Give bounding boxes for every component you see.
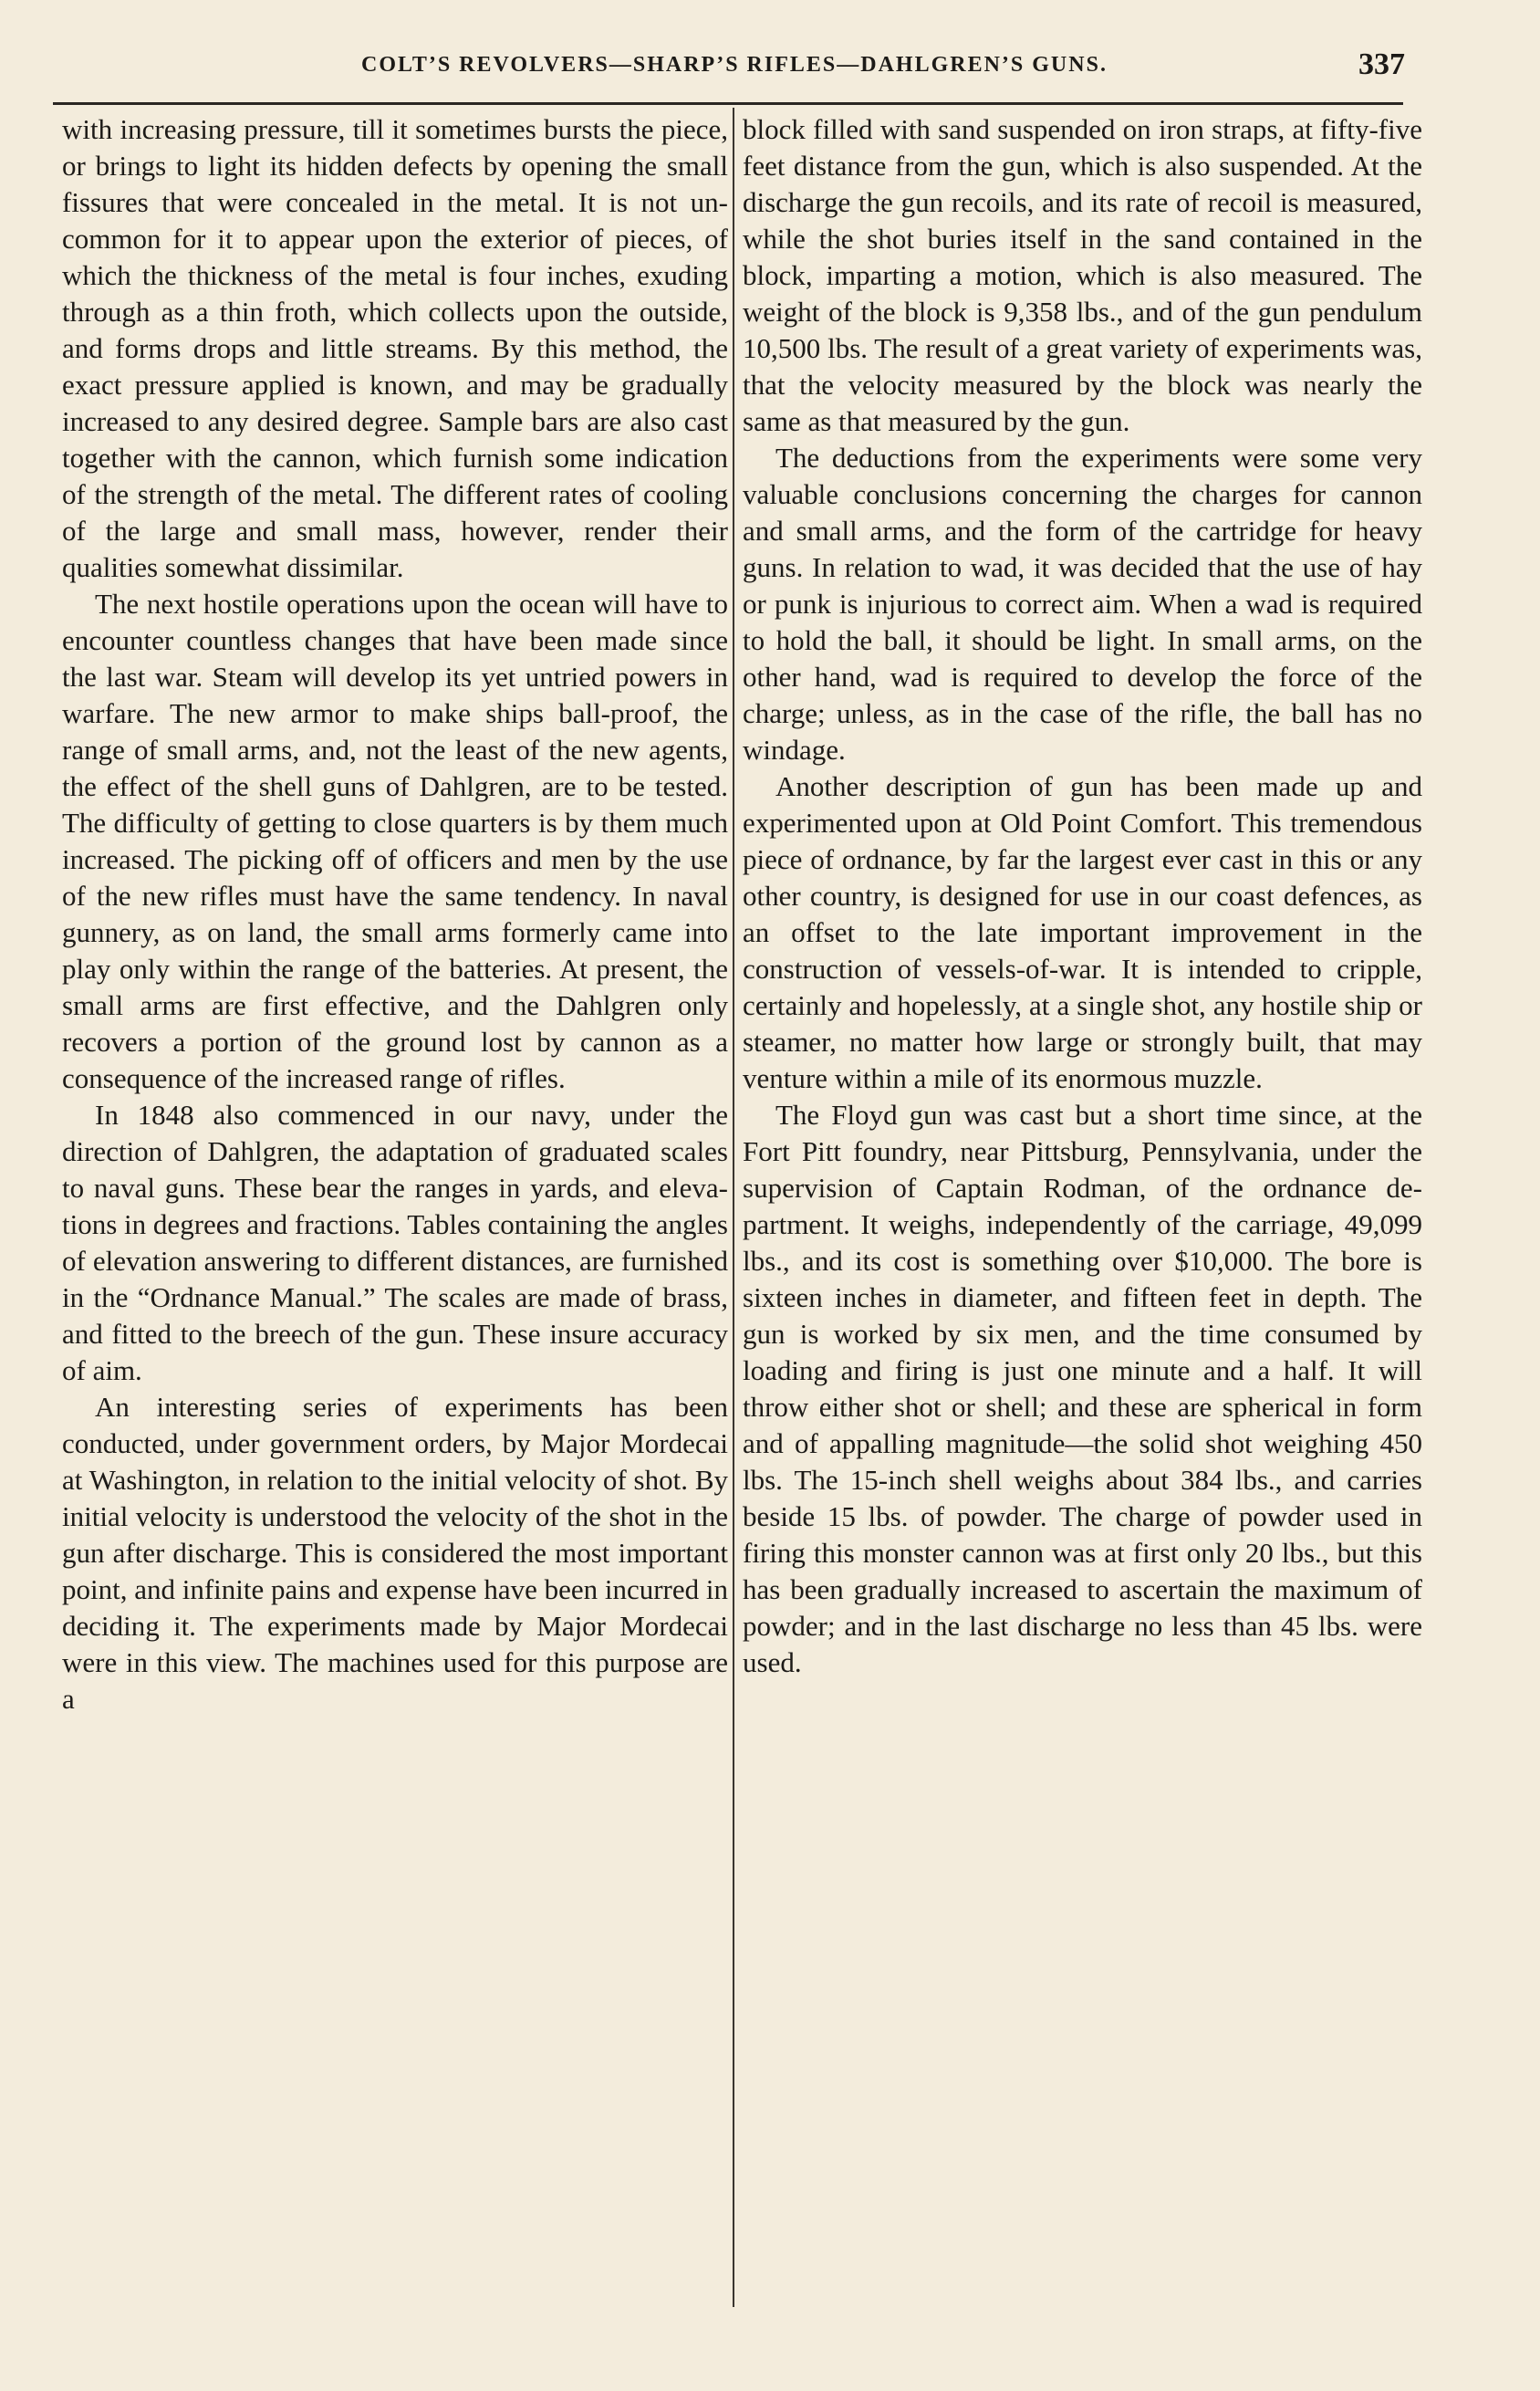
running-title: COLT’S REVOLVERS—SHARP’S RIFLES—DAHLGREN’S GUNS. [361,53,1108,77]
paragraph: In 1848 also commenced in our navy, under the direction of Dahlgren, the adaptation of graduated scales to naval guns. These bear the ranges in yards, and elevations in degrees and fractions. Tables containing the angles of elevation answering to different distances, are furnished in the “Ordnance Manual.” The scales are made of brass, and fitted to the breech of the gun. These insure accuracy of aim. [62,1099,728,1386]
paragraph: The next hostile operations upon the ocean will have to encounter countless changes that have been made since the last war. Steam will develop its yet untried powers in warfare. The new armor to make ships ball-proof, the range of small arms, and, not the least of the new agents, the effect of the shell guns of Dahlgren, are to be tested. The difficulty of getting to close quarters is by them much increased. The picking off of officers and men by the use of the new rifles must have the same tendency. In naval gunnery, as on land, the small arms formerly came into play only within the range of the batteries. At present, the small arms are first effective, and the Dahlgren only recovers a portion of the ground lost by cannon as a consequence of the increased range of rifles. [62,588,728,1094]
paragraph: with increasing pressure, till it sometimes bursts the piece, or brings to light its hidden defects by opening the small fissures that were concealed in the metal. It is not uncommon for it to appear upon the exterior of pieces, of which the thickness of the metal is four inches, exuding through as a thin froth, which collects upon the outside, and forms drops and little streams. By this method, the exact pressure applied is known, and may be gradually increased to any desired degree. Sample bars are also cast together with the cannon, which furnish some indication of the strength of the metal. The different rates of cooling of the large and small mass, however, render their qualities somewhat dissimilar. [62,113,728,583]
paragraph: The Floyd gun was cast but a short time since, at the Fort Pitt foundry, near Pittsburg, Pennsylvania, under the supervision of Captain Rodman, of the ordnance department. It weighs, independently of the carriage, 49,099 lbs., and its cost is something over $10,000. The bore is sixteen inches in diameter, and fifteen feet in depth. The gun is worked by six men, and the time consumed by loading and firing is just one minute and a half. It will throw either shot or shell; and these are spherical in form and of appalling magnitude—the solid shot weighing 450 lbs. The 15-inch shell weighs about 384 lbs., and carries beside 15 lbs. of powder. The charge of powder used in firing this monster cannon was at first only 20 lbs., but this has been gradually increased to ascertain the maximum of powder; and in the last discharge no less than 45 lbs. were used. [743,1099,1422,1678]
page-number: 337 [1358,47,1405,81]
right-column [743,111,1422,2302]
left-column [62,111,728,2302]
paragraph: Another description of gun has been made up and experimented upon at Old Point Comfort. This tremendous piece of ordnance, by far the largest ever cast in this or any other country, is designed for use in our coast defences, as an offset to the late important improvement in the construction of vessels-of-war. It is intended to cripple, certainly and hopelessly, at a single shot, any hostile ship or steamer, no matter how large or strongly built, that may venture within a mile of its enormous muzzle. [743,770,1422,1094]
paragraph: An interesting series of experiments has been conducted, under government orders, by Major Mordecai at Washington, in relation to the initial velocity of shot. By initial velocity is understood the velocity of the shot in the gun after discharge. This is considered the most important point, and infinite pains and expense have been incurred in deciding it. The experiments made by Major Mordecai were in this view. The machines used for this purpose are a [62,1391,728,1715]
column-divider [733,108,734,2307]
paragraph: block filled with sand suspended on iron straps, at fifty-five feet distance from the gun, which is also suspended. At the discharge the gun recoils, and its rate of recoil is measured, while the shot buries itself in the sand contained in the block, imparting a motion, which is also measured. The weight of the block is 9,358 lbs., and of the gun pendulum 10,500 lbs. The result of a great variety of experiments was, that the velocity measured by the block was nearly the same as that measured by the gun. [743,113,1422,437]
header-rule [53,102,1403,105]
running-head [64,47,1405,84]
paragraph: The deductions from the experiments were some very valuable conclusions concerning the charges for cannon and small arms, and the form of the cartridge for heavy guns. In relation to wad, it was decided that the use of hay or punk is injurious to correct aim. When a wad is required to hold the ball, it should be light. In small arms, on the other hand, wad is required to develop the force of the charge; unless, as in the case of the rifle, the ball has no windage. [743,442,1422,766]
